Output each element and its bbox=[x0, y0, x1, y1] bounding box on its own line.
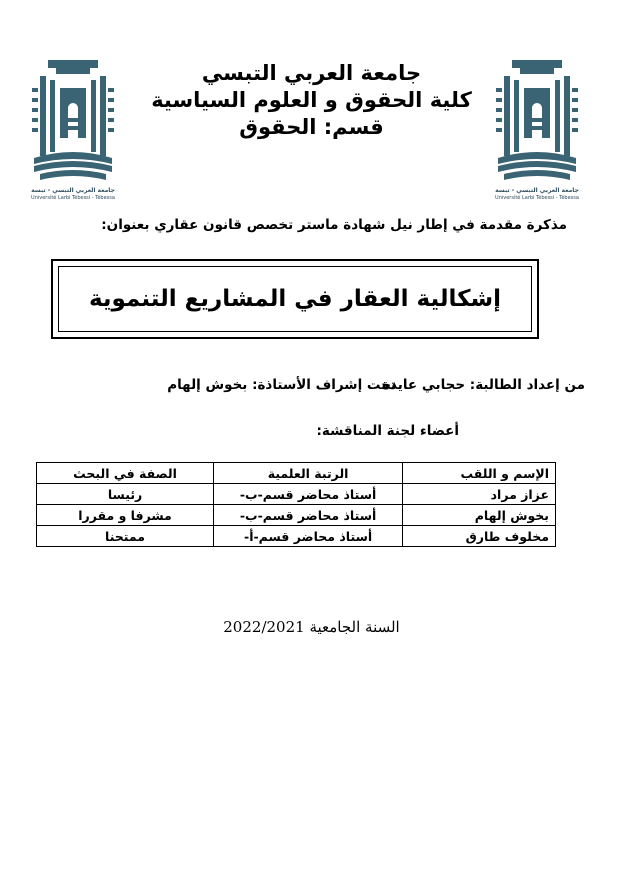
university-logo-left bbox=[26, 58, 120, 208]
university-emblem-icon bbox=[490, 58, 584, 186]
thesis-subtitle: مذكرة مقدمة في إطار نيل شهادة ماستر تخصص قانون عقاري بعنوان: bbox=[101, 217, 567, 233]
university-logo-right bbox=[490, 58, 584, 208]
thesis-title-inner-frame bbox=[58, 266, 532, 332]
institution-header bbox=[120, 60, 503, 141]
member-role: ممتحنا bbox=[37, 526, 214, 547]
academic-year: السنة الجامعية 2022/2021 bbox=[223, 618, 400, 636]
faculty-name: كلية الحقوق و العلوم السياسية bbox=[151, 88, 472, 112]
member-name: عزاز مراد bbox=[403, 484, 556, 505]
university-name: جامعة العربي التبسي bbox=[201, 61, 422, 85]
university-emblem-icon bbox=[26, 58, 120, 186]
supervisor: تحت إشراف الأستاذة: بخوش إلهام bbox=[167, 377, 396, 393]
jury-table-header-row bbox=[37, 463, 556, 484]
header-rank: الرتبة العلمية bbox=[214, 463, 403, 484]
logo-arabic-caption: جامعة العربي التبسي - تبسة bbox=[495, 187, 579, 194]
thesis-title: إشكالية العقار في المشاريع التنموية bbox=[88, 286, 502, 312]
department-name: قسم: الحقوق bbox=[239, 115, 384, 139]
thesis-title-box bbox=[51, 259, 539, 339]
member-rank: أستاذ محاضر قسم-ب- bbox=[214, 505, 403, 526]
table-row bbox=[37, 526, 556, 547]
header-role: الصفة في البحث bbox=[37, 463, 214, 484]
member-rank: أستاذ محاضر قسم-ب- bbox=[214, 484, 403, 505]
prepared-by: من إعداد الطالبة: حجابي عايدة bbox=[382, 377, 585, 393]
member-rank: أستاذ محاضر قسم-أ- bbox=[214, 526, 403, 547]
table-row bbox=[37, 484, 556, 505]
member-role: مشرفا و مقررا bbox=[37, 505, 214, 526]
committee-label: أعضاء لجنة المناقشة: bbox=[316, 423, 459, 439]
logo-latin-caption: Université Larbi Tébessi - Tébessa bbox=[31, 195, 115, 201]
header-name: الإسم و اللقب bbox=[403, 463, 556, 484]
jury-table bbox=[36, 462, 556, 547]
member-name: مخلوف طارق bbox=[403, 526, 556, 547]
logo-arabic-caption: جامعة العربي التبسي - تبسة bbox=[31, 187, 115, 194]
member-role: رئيسا bbox=[37, 484, 214, 505]
logo-latin-caption: Université Larbi Tébessi - Tébessa bbox=[495, 195, 579, 201]
table-row bbox=[37, 505, 556, 526]
member-name: بخوش إلهام bbox=[403, 505, 556, 526]
